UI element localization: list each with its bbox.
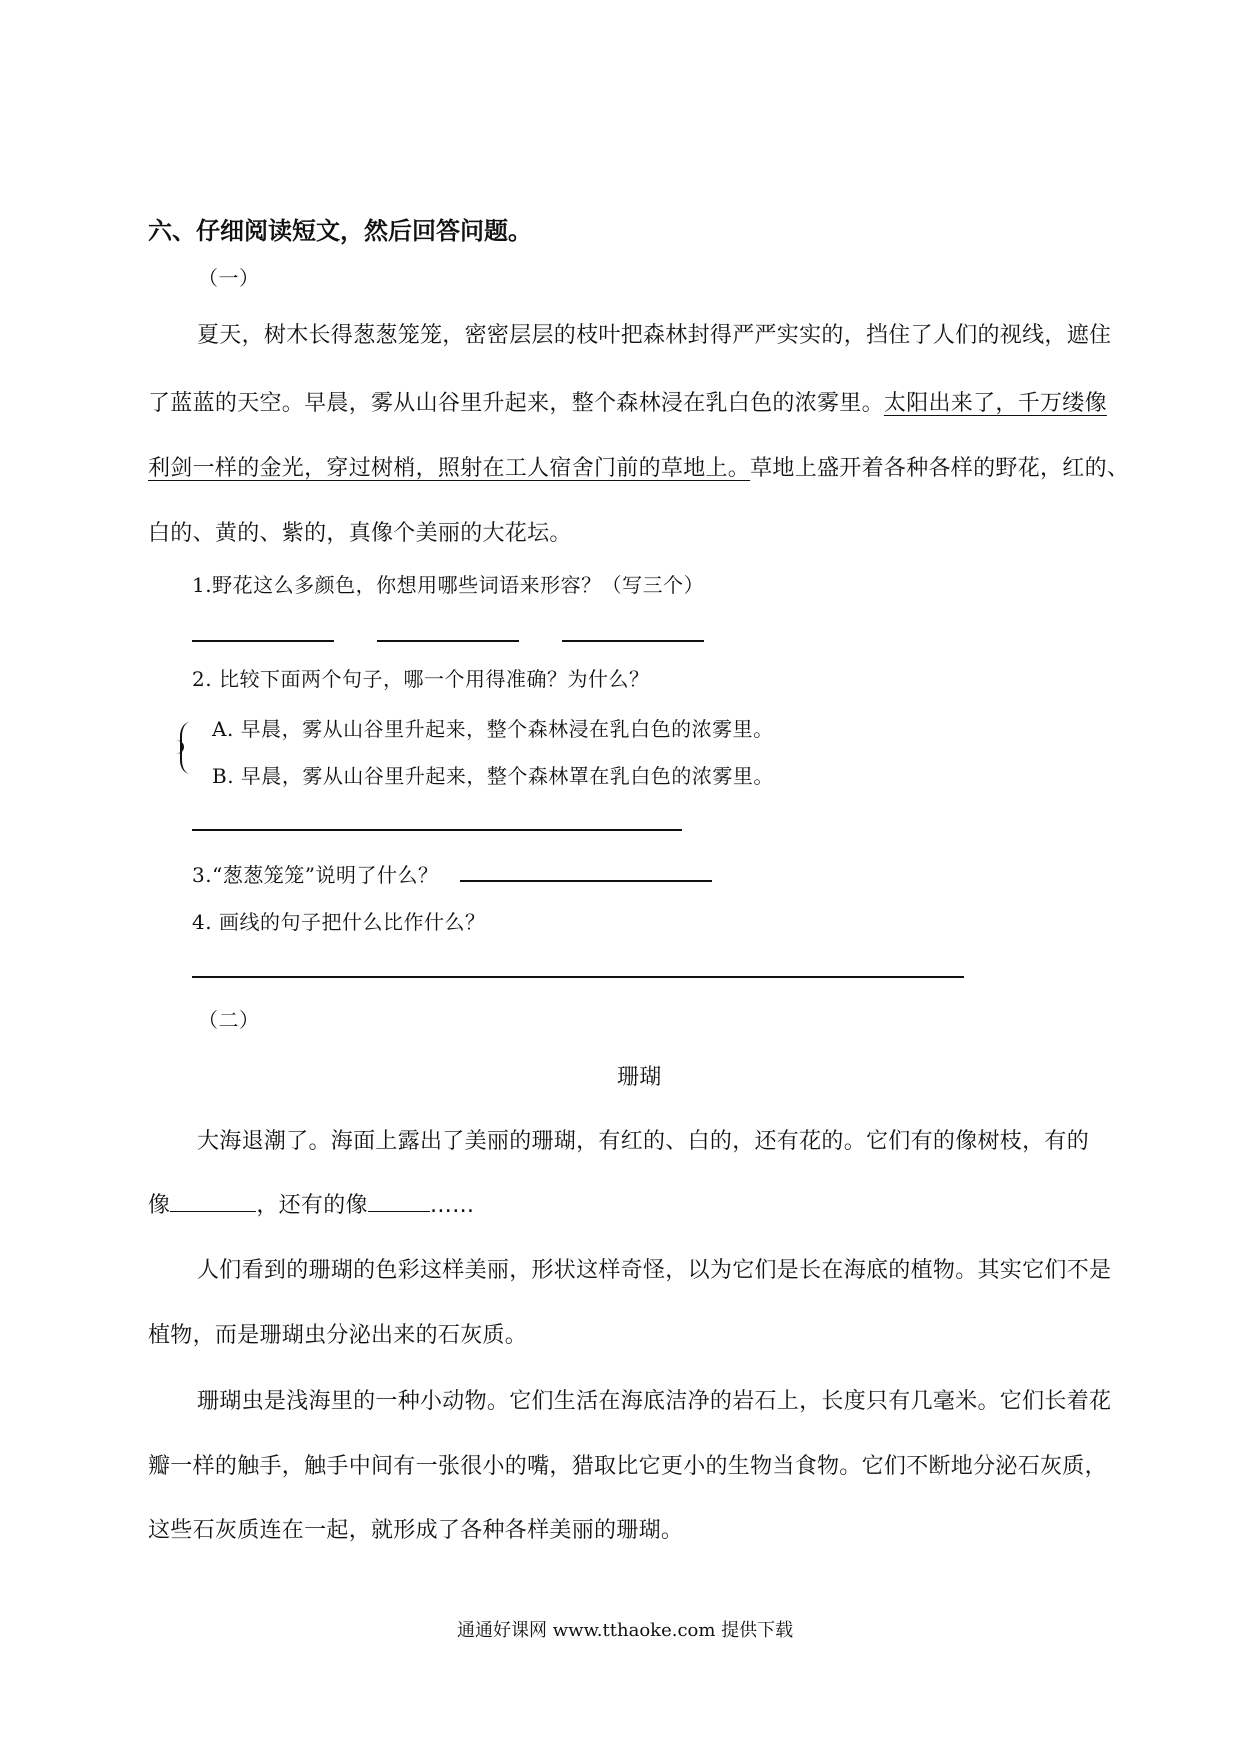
passage1-line3 [148, 451, 1129, 482]
passage2-p3-line1: 珊瑚虫是浅海里的一种小动物。它们生活在海底洁净的岩石上，长度只有几毫米。它们长着花 [197, 1389, 1112, 1414]
question-4: 4. 画线的句子把什么比作什么？ [192, 910, 486, 934]
passage2-title: 珊瑚 [617, 1065, 662, 1090]
section-title: 六、仔细阅读短文，然后回答问题。 [148, 217, 532, 245]
answer-line-q1-a[interactable] [192, 640, 334, 642]
passage1-line2-plain: 了蓝蓝的天空。早晨，雾从山谷里升起来，整个森林浸在乳白色的浓雾里。 [148, 391, 884, 416]
fill-blank-1[interactable] [170, 1210, 256, 1212]
passage2-p1-line2-c: …… [429, 1193, 475, 1218]
page-footer: 通通好课网 www.tthaoke.com 提供下载 [457, 1620, 794, 1641]
passage2-p1-line2 [148, 1188, 474, 1219]
fill-blank-2[interactable] [368, 1210, 430, 1212]
question-2-option-b: B. 早晨，雾从山谷里升起来，整个森林罩在乳白色的浓雾里。 [212, 764, 774, 788]
underlined-sentence-part1: 太阳出来了，千万缕像 [883, 391, 1107, 416]
question-2: 2. 比较下面两个句子，哪一个用得准确？为什么？ [192, 667, 650, 691]
passage2-p1-line2-a: 像 [148, 1193, 171, 1218]
passage2-p2-line1: 人们看到的珊瑚的色彩这样美丽，形状这样奇怪，以为它们是长在海底的植物。其实它们不是 [197, 1258, 1112, 1283]
passage1-line4: 白的、黄的、紫的，真像个美丽的大花坛。 [148, 521, 572, 546]
passage1-line1: 夏天，树木长得葱葱笼笼，密密层层的枝叶把森林封得严严实实的，挡住了人们的视线，遮住 [197, 323, 1112, 348]
passage2-p2-line2: 植物，而是珊瑚虫分泌出来的石灰质。 [148, 1323, 528, 1348]
answer-line-q4[interactable] [192, 976, 964, 978]
question-2-option-a: A. 早晨，雾从山谷里升起来，整个森林浸在乳白色的浓雾里。 [212, 717, 774, 741]
underlined-sentence-part2: 利剑一样的金光，穿过树梢，照射在工人宿舍门前的草地上。 [148, 456, 751, 481]
answer-line-q3[interactable] [460, 880, 712, 882]
question-1: 1.野花这么多颜色，你想用哪些词语来形容？（写三个） [192, 573, 705, 597]
passage1-line2 [148, 386, 1107, 417]
question-3: 3.“葱葱笼笼”说明了什么？ [192, 863, 439, 887]
passage2-p1-line1: 大海退潮了。海面上露出了美丽的珊瑚，有红的、白的，还有花的。它们有的像树枝，有的 [197, 1129, 1090, 1154]
passage1-line3-plain: 草地上盛开着各种各样的野花，红的、 [750, 456, 1130, 481]
passage2-p3-line2: 瓣一样的触手，触手中间有一张很小的嘴，猎取比它更小的生物当食物。它们不断地分泌石灰质， [148, 1454, 1107, 1479]
answer-line-q1-b[interactable] [377, 640, 519, 642]
answer-line-q1-c[interactable] [562, 640, 704, 642]
part-label-2: （二） [198, 1008, 260, 1032]
part-label-1: （一） [198, 266, 260, 290]
answer-line-q2[interactable] [192, 829, 682, 831]
passage2-p3-line3: 这些石灰质连在一起，就形成了各种各样美丽的珊瑚。 [148, 1518, 684, 1543]
passage2-p1-line2-b: ，还有的像 [256, 1193, 368, 1218]
